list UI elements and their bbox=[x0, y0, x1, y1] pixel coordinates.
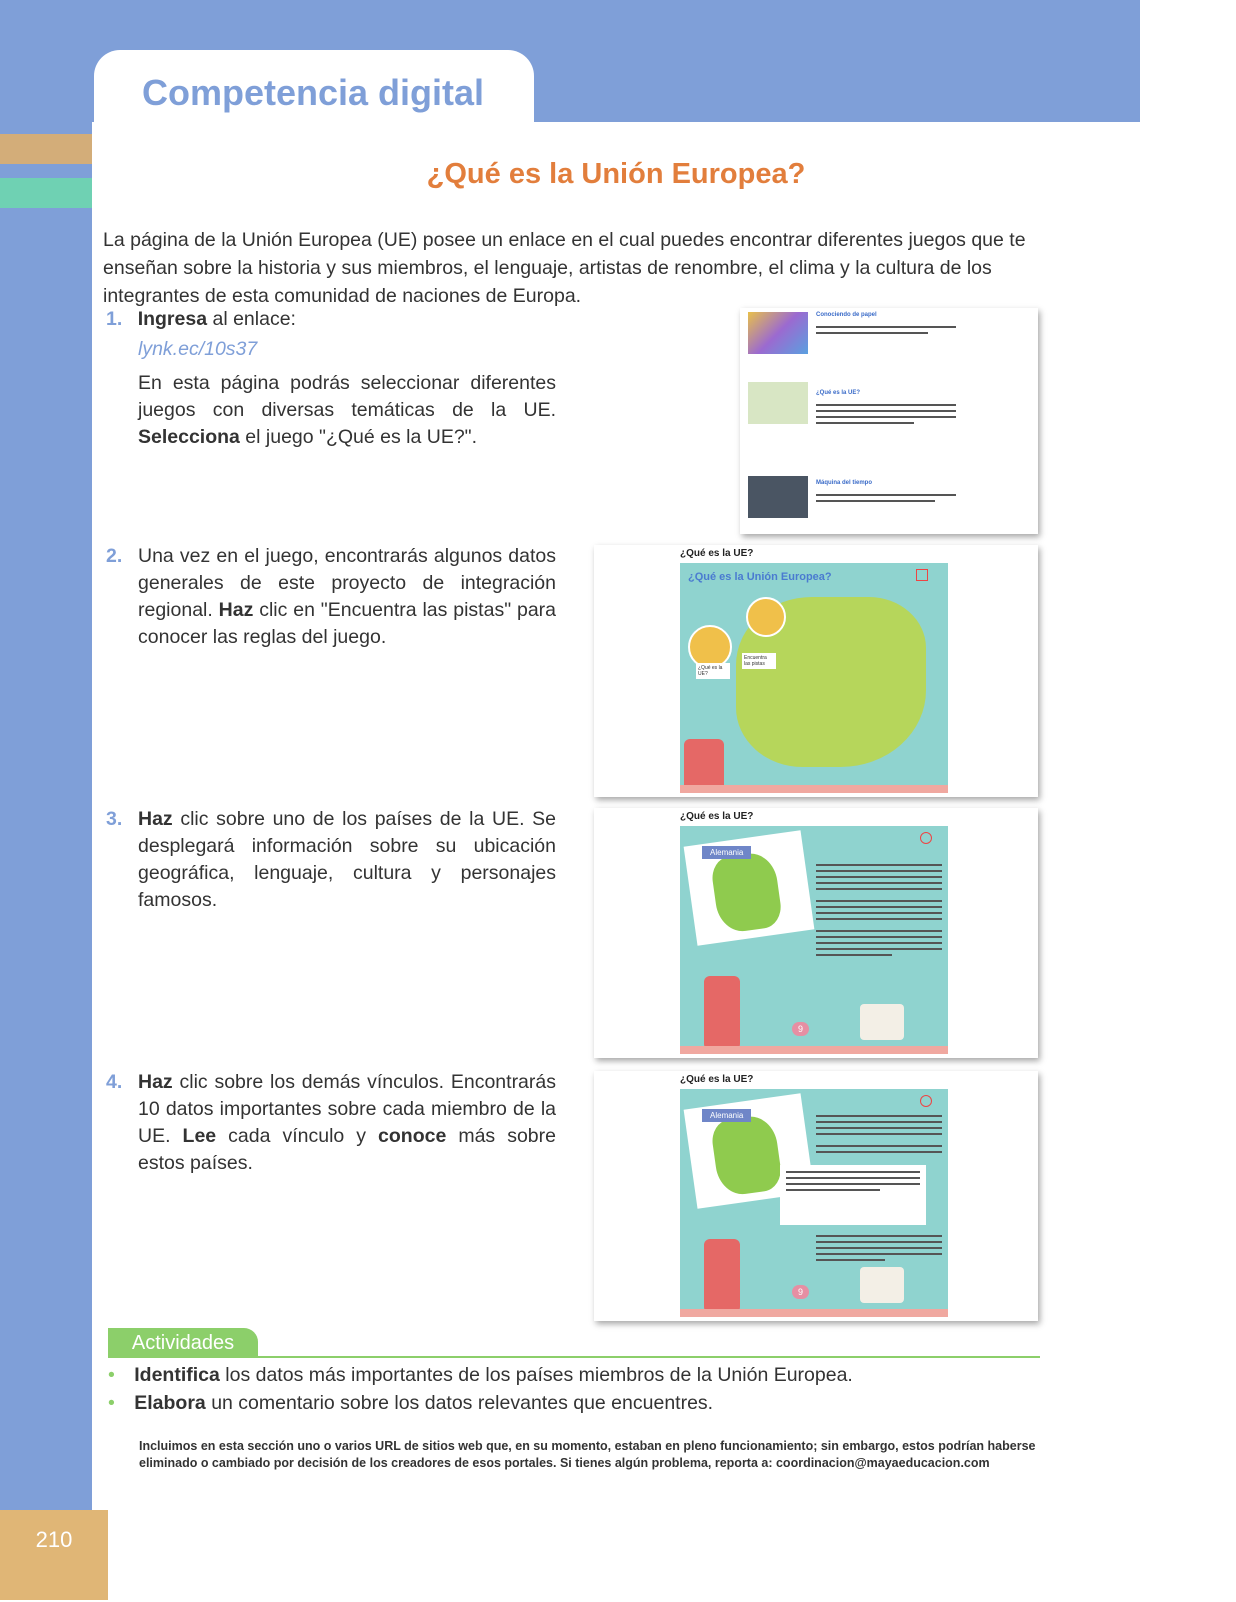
link-url[interactable] bbox=[138, 338, 257, 361]
activity-text: los datos más importantes de los países miembros de la Unión Europea. bbox=[219, 1364, 853, 1386]
game-area bbox=[680, 1089, 948, 1317]
clue-counter[interactable]: 9 bbox=[792, 1022, 809, 1036]
step-number: 2. bbox=[106, 545, 123, 567]
tab-marker-tan bbox=[0, 134, 92, 164]
tooltip-popup bbox=[780, 1165, 926, 1225]
country-info-text bbox=[816, 860, 942, 960]
game-thumbnail bbox=[748, 312, 808, 354]
step-text: clic en "Encuentra las pistas" para conocer las reglas del juego. bbox=[138, 599, 557, 648]
floor-strip bbox=[680, 785, 948, 793]
germany-map bbox=[710, 1113, 784, 1197]
step-text: el juego "¿Qué es la UE?". bbox=[239, 426, 478, 448]
intro-paragraph: La página de la Unión Europea (UE) posee un enlace en el cual puedes encontrar diferentes juegos que te enseñan sobre la historia y sus miembros, el lenguaje, artistas de renombre, el clima y la cultura de los integrantes de esta comunidad de naciones de Europa. bbox=[103, 229, 1026, 307]
item-description bbox=[816, 322, 956, 338]
bubble-right-label[interactable]: Encuentra las pistas bbox=[742, 653, 776, 669]
fullscreen-icon[interactable] bbox=[916, 569, 928, 581]
tab-marker-teal bbox=[0, 178, 92, 208]
step-verb: conoce bbox=[378, 1125, 447, 1147]
close-icon[interactable] bbox=[920, 832, 932, 844]
game-thumbnail bbox=[748, 382, 808, 424]
game-list-item-title[interactable]: Conociendo de papel bbox=[816, 312, 877, 318]
screenshot-label: ¿Qué es la UE? bbox=[680, 811, 754, 822]
game-title: ¿Qué es la Unión Europea? bbox=[688, 571, 832, 583]
step-verb: Lee bbox=[182, 1125, 217, 1147]
bubble-icon[interactable] bbox=[746, 597, 786, 637]
activity-text: un comentario sobre los datos relevantes que encuentres. bbox=[205, 1392, 714, 1414]
country-tag: Alemania bbox=[702, 1109, 751, 1122]
suitcase-icon bbox=[704, 1239, 740, 1313]
step-4 bbox=[106, 1069, 558, 1174]
clue-counter[interactable]: 9 bbox=[792, 1285, 809, 1299]
game-area bbox=[680, 563, 948, 793]
step-text: cada vínculo y bbox=[216, 1125, 379, 1147]
step-text: En esta página podrás seleccionar diferentes juegos con diversas temáticas de la UE. bbox=[138, 372, 556, 421]
suitcase-icon bbox=[704, 976, 740, 1050]
floor-strip bbox=[680, 1309, 948, 1317]
step-2 bbox=[106, 543, 558, 648]
step-verb: Haz bbox=[138, 808, 173, 830]
screenshot-game-intro bbox=[594, 545, 1038, 797]
game-list-item-title[interactable]: Máquina del tiempo bbox=[816, 480, 873, 486]
step-3 bbox=[106, 806, 558, 911]
activity-item bbox=[108, 1364, 1028, 1387]
section-title: Competencia digital bbox=[142, 72, 485, 113]
bubble-left-label[interactable]: ¿Qué es la UE? bbox=[696, 663, 730, 679]
activities-tab: Actividades bbox=[108, 1328, 258, 1358]
step-verb: Haz bbox=[138, 1071, 173, 1093]
step-text: Una vez en el juego, encontrarás algunos datos generales de este proyecto de integración regional. bbox=[138, 545, 556, 621]
step-verb: Ingresa bbox=[137, 308, 208, 330]
game-list-item-title[interactable]: ¿Qué es la UE? bbox=[816, 390, 861, 396]
activities-divider bbox=[108, 1356, 1040, 1358]
screenshot-country-info bbox=[594, 808, 1038, 1058]
game-area bbox=[680, 826, 948, 1054]
page-heading: ¿Qué es la Unión Europea? bbox=[426, 158, 806, 190]
country-tag: Alemania bbox=[702, 846, 751, 859]
link-text[interactable]: lynk.ec/10s37 bbox=[138, 338, 258, 360]
step-number: 3. bbox=[106, 808, 123, 830]
step-text: al enlace: bbox=[207, 308, 296, 330]
step-1-detail bbox=[138, 370, 556, 451]
activity-verb: Elabora bbox=[134, 1392, 206, 1414]
game-thumbnail bbox=[748, 476, 808, 518]
germany-map bbox=[710, 850, 784, 934]
step-number: 4. bbox=[106, 1071, 123, 1093]
country-info-text bbox=[816, 1231, 942, 1265]
step-text: más sobre estos países. bbox=[138, 1125, 556, 1174]
camera-icon[interactable] bbox=[860, 1267, 904, 1303]
suitcase-icon bbox=[684, 739, 724, 791]
country-info-text bbox=[816, 1111, 942, 1157]
close-icon[interactable] bbox=[920, 1095, 932, 1107]
screenshot-country-detail bbox=[594, 1071, 1038, 1321]
item-description bbox=[816, 490, 956, 506]
floor-strip bbox=[680, 1046, 948, 1054]
step-verb: Selecciona bbox=[138, 426, 240, 448]
step-number: 1. bbox=[106, 308, 123, 330]
footer-note: Incluimos en esta sección uno o varios URL de sitios web que, en su momento, estaban en pleno funcionamiento; sin embargo, estos podrían haberse eliminado o cambiado por decisión de los creadores de esos portales. Si tienes algún problema, reporta a: coordinacion@mayaeducacion.com bbox=[139, 1439, 1036, 1470]
activity-verb: Identifica bbox=[134, 1364, 220, 1386]
step-verb: Haz bbox=[218, 599, 254, 621]
step-1 bbox=[106, 306, 566, 333]
left-band bbox=[0, 122, 92, 1522]
step-text: clic sobre uno de los países de la UE. Se desplegará información sobre su ubicación geográfica, lenguaje, cultura y personajes famosos. bbox=[138, 808, 556, 911]
screenshot-game-list bbox=[740, 308, 1038, 534]
step-text: clic sobre los demás vínculos. Encontrarás 10 datos importantes sobre cada miembro de la UE. bbox=[138, 1071, 556, 1147]
screenshot-label: ¿Qué es la UE? bbox=[680, 1074, 754, 1085]
item-description bbox=[816, 400, 956, 428]
activity-item bbox=[108, 1392, 1028, 1415]
screenshot-label: ¿Qué es la UE? bbox=[680, 548, 754, 559]
camera-icon[interactable] bbox=[860, 1004, 904, 1040]
page-number: 210 bbox=[35, 1527, 73, 1552]
